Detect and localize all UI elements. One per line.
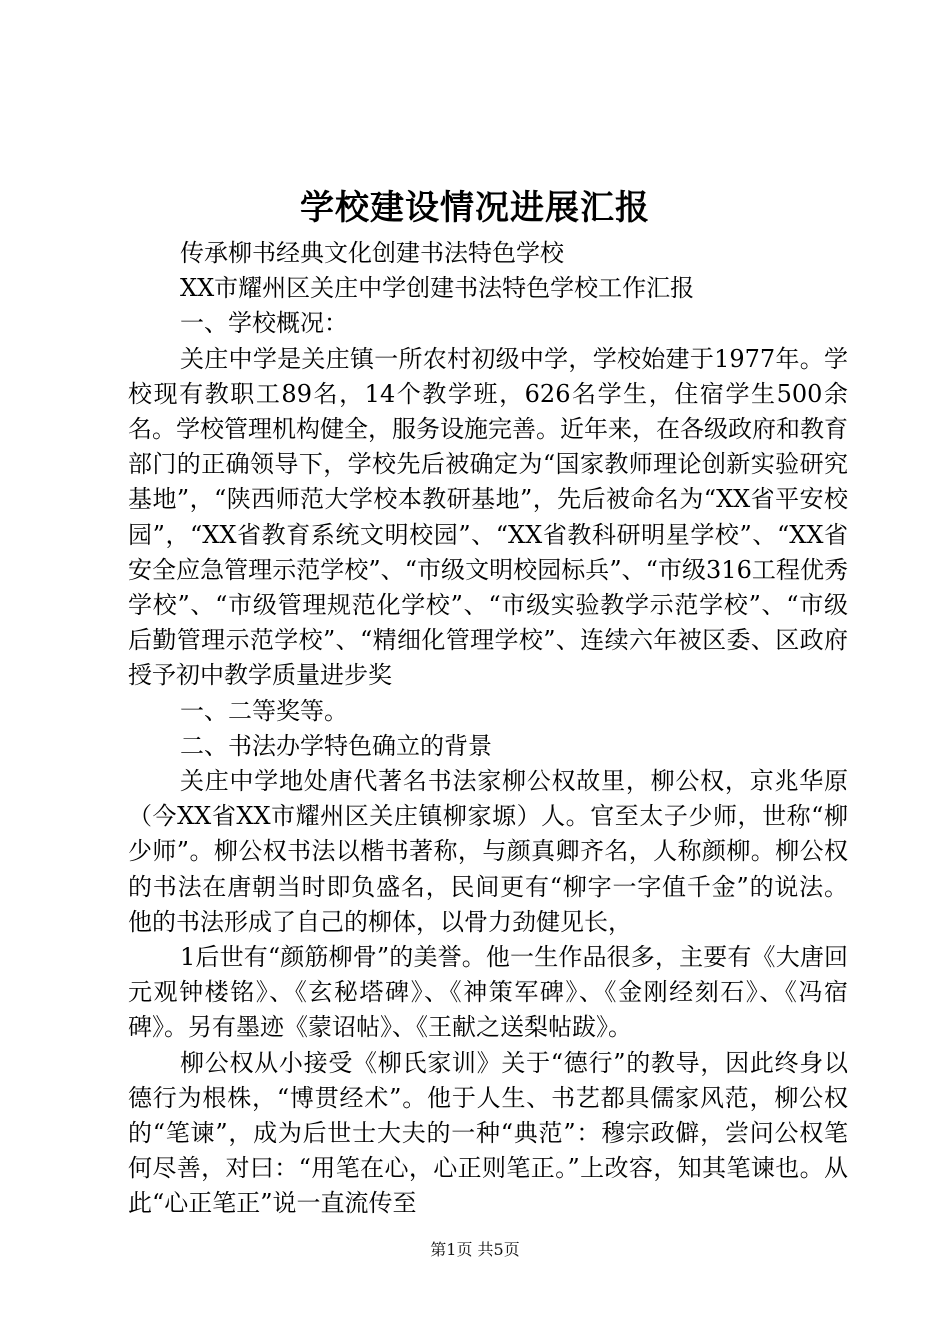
document-body — [128, 236, 848, 1222]
paragraph-school-overview: 关庄中学是关庄镇一所农村初级中学，学校始建于1977年。学校现有教职工89名，14个教学班，626名学生，住宿学生500余名。学校管理机构健全，服务设施完善。近年来，在各级政府和教育部门的正确领导下，学校先后被确定为“国家教师理论创新实验研究基地”，“陕西师范大学校本教研基地”，先后被命名为“XX省平安校园”，“XX省教育系统文明校园”、“XX省教科研明星学校”、“XX省安全应急管理示范学校”、“市级文明校园标兵”、“市级316工程优秀学校”、“市级管理规范化学校”、“市级实验教学示范学校”、“市级后勤管理示范学校”、“精细化管理学校”、连续六年被区委、区政府授予初中教学质量进步奖 — [128, 344, 848, 690]
section-heading-overview: 一、学校概况： — [180, 309, 348, 338]
paragraph-award-continuation: 一、二等奖等。 — [180, 696, 348, 725]
section-heading-background: 二、书法办学特色确立的背景 — [180, 731, 492, 760]
paragraph-liu-virtue: 柳公权从小接受《柳氏家训》关于“德行”的教导，因此终身以德行为根株，“博贯经术”。他于人生、书艺都具儒家风范，柳公权的“笔谏”，成为后世士大夫的一种“典范”：穆宗政僻，尝问公权笔何尽善，对曰：“用笔在心，心正则笔正。”上改容，知其笔谏也。从此“心正笔正”说一直流传至 — [128, 1048, 848, 1218]
paragraph-liu-gongquan-intro: 关庄中学地处唐代著名书法家柳公权故里，柳公权，京兆华原（今XX省XX市耀州区关庄镇柳家塬）人。官至太子少师，世称“柳少师”。柳公权书法以楷书著称，与颜真卿齐名，人称颜柳。柳公权的书法在唐朝当时即负盛名，民间更有“柳字一字值千金”的说法。他的书法形成了自己的柳体，以骨力劲健见长， — [128, 767, 848, 936]
paragraph-liu-works: 1后世有“颜筋柳骨”的美誉。他一生作品很多，主要有《大唐回元观钟楼铭》、《玄秘塔碑》、《神策军碑》、《金刚经刻石》、《冯宿碑》。另有墨迹《蒙诏帖》、《王献之送梨帖跋》。 — [128, 943, 848, 1042]
page-footer — [0, 1238, 950, 1262]
page-total: 共5页 — [477, 1240, 520, 1259]
page-number: 第1页 — [430, 1240, 473, 1259]
document-title: 学校建设情况进展汇报 — [300, 188, 650, 228]
paragraph-subtitle: 传承柳书经典文化创建书法特色学校 — [180, 239, 564, 267]
paragraph-report-title: XX市耀州区关庄中学创建书法特色学校工作汇报 — [180, 274, 695, 303]
